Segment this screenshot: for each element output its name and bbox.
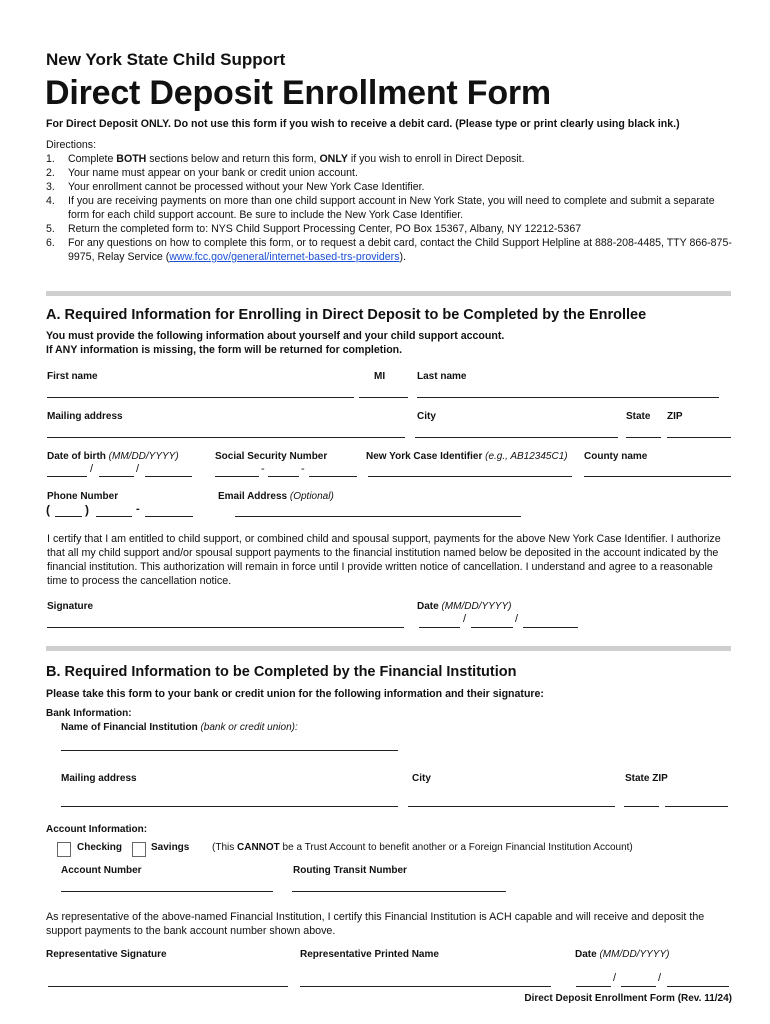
direction-item: 2. Your name must appear on your bank or credit union account.: [46, 167, 358, 179]
relay-service-link[interactable]: www.fcc.gov/general/internet-based-trs-providers: [169, 251, 400, 263]
last-name-label: Last name: [417, 371, 467, 382]
savings-label: Savings: [151, 842, 190, 853]
dob-label: Date of birth (MM/DD/YYYY): [47, 451, 179, 462]
account-info-label: Account Information:: [46, 824, 148, 835]
ssn-part3-field[interactable]: [309, 476, 357, 477]
account-number-label: Account Number: [61, 865, 142, 876]
last-name-field[interactable]: [417, 397, 719, 398]
phone-prefix-field[interactable]: [96, 516, 132, 517]
rep-name-field[interactable]: [300, 986, 551, 987]
phone-label: Phone Number: [47, 491, 119, 502]
county-label: County name: [584, 451, 648, 462]
fi-zip-field[interactable]: [665, 806, 728, 807]
signature-month-field[interactable]: [419, 627, 460, 628]
section-b-subtext: Please take this form to your bank or credit union for the following information and their signature:: [46, 688, 544, 700]
ssn-part2-field[interactable]: [268, 476, 299, 477]
direction-item: 6. For any questions on how to complete this form, or to request a debit card, contact the Child Support Helpline at 888-208-4485, TTY 866-875-9975, Relay Service (www.fcc.gov/general/internet-based-trs-providers).: [46, 237, 732, 263]
phone-line-field[interactable]: [145, 516, 193, 517]
ssn-part1-field[interactable]: [215, 476, 259, 477]
savings-checkbox[interactable]: [132, 842, 146, 857]
routing-number-field[interactable]: [292, 891, 506, 892]
fi-name-field[interactable]: [61, 750, 398, 751]
signature-label: Signature: [47, 601, 94, 612]
fi-city-label: City: [412, 773, 431, 784]
routing-number-label: Routing Transit Number: [293, 865, 407, 876]
dob-day-field[interactable]: [99, 476, 134, 477]
signature-year-field[interactable]: [523, 627, 578, 628]
fi-state-zip-label: State ZIP: [625, 773, 668, 784]
city-field[interactable]: [415, 437, 618, 438]
case-id-label: New York Case Identifier (e.g., AB12345C1): [366, 451, 568, 462]
state-field[interactable]: [626, 437, 661, 438]
dob-year-field[interactable]: [145, 476, 192, 477]
directions-heading: Directions:: [46, 139, 97, 151]
fi-mailing-address-label: Mailing address: [61, 773, 137, 784]
fi-state-field[interactable]: [624, 806, 659, 807]
direction-item: 1. Complete BOTH sections below and return this form, ONLY if you wish to enroll in Direct Deposit.: [46, 153, 525, 165]
checking-checkbox[interactable]: [57, 842, 71, 857]
form-revision-footer: Direct Deposit Enrollment Form (Rev. 11/24): [524, 993, 732, 1004]
form-instruction: For Direct Deposit ONLY. Do not use this form if you wish to receive a debit card. (Please type or print clearly using black ink.): [46, 118, 680, 130]
email-field[interactable]: [235, 516, 521, 517]
enrollee-certification-text: I certify that I am entitled to child support, or combined child and spousal support, payments for the above New York Case Identifier. I authorize that all my child support and/or spousal support payments to the financial institution named below be deposited in the account indicated by the financial institution. This authorization will remain in force until I provide written notice of cancellation. I understand and agree to a reasonable time to process the cancellation notice.: [47, 533, 721, 587]
section-b-heading: B. Required Information to be Completed by the Financial Institution: [46, 664, 517, 680]
rep-date-month-field[interactable]: [576, 986, 611, 987]
section-a-subtext: You must provide the following information about yourself and your child support account.: [46, 330, 505, 342]
section-a-heading: A. Required Information for Enrolling in Direct Deposit to be Completed by the Enrollee: [46, 307, 647, 323]
first-name-label: First name: [47, 371, 98, 382]
representative-certification-text: As representative of the above-named Financial Institution, I certify this Financial Institution is ACH capable and will receive and deposit the support payments to the bank account number shown above.: [46, 911, 705, 937]
fi-mailing-address-field[interactable]: [61, 806, 398, 807]
phone-area-code-field[interactable]: [55, 516, 82, 517]
rep-date-label: Date (MM/DD/YYYY): [575, 949, 670, 960]
county-field[interactable]: [584, 476, 731, 477]
checking-label: Checking: [77, 842, 123, 853]
mi-label: MI: [374, 371, 386, 382]
direction-item: 3. Your enrollment cannot be processed without your New York Case Identifier.: [46, 181, 425, 193]
rep-name-label: Representative Printed Name: [300, 949, 439, 960]
signature-day-field[interactable]: [471, 627, 513, 628]
enrollee-signature-field[interactable]: [47, 627, 404, 628]
ssn-label: Social Security Number: [215, 451, 328, 462]
account-type-note: (This CANNOT be a Trust Account to benefit another or a Foreign Financial Institution Account): [212, 842, 633, 853]
fi-city-field[interactable]: [408, 806, 615, 807]
mailing-address-label: Mailing address: [47, 411, 123, 422]
rep-date-day-field[interactable]: [621, 986, 656, 987]
email-label: Email Address (Optional): [218, 491, 334, 502]
state-label: State: [626, 411, 651, 422]
mailing-address-field[interactable]: [47, 437, 405, 438]
case-id-field[interactable]: [368, 476, 572, 477]
rep-signature-label: Representative Signature: [46, 949, 167, 960]
signature-date-label: Date (MM/DD/YYYY): [417, 601, 512, 612]
section-a-divider: [46, 291, 731, 296]
agency-name: New York State Child Support: [46, 50, 286, 69]
section-a-warning: If ANY information is missing, the form will be returned for completion.: [46, 344, 403, 356]
section-b-divider: [46, 646, 731, 651]
zip-label: ZIP: [667, 411, 683, 422]
page-title: Direct Deposit Enrollment Form: [45, 74, 551, 112]
mi-field[interactable]: [359, 397, 408, 398]
bank-info-label: Bank Information:: [46, 708, 132, 719]
rep-signature-field[interactable]: [48, 986, 288, 987]
city-label: City: [417, 411, 436, 422]
directions-list: [46, 152, 736, 264]
first-name-field[interactable]: [47, 397, 354, 398]
dob-month-field[interactable]: [47, 476, 87, 477]
zip-field[interactable]: [667, 437, 731, 438]
direction-item: 4. If you are receiving payments on more than one child support account in New York State, you will need to complete and submit a separate form for each child support account. Be sure to include the New York Case Identifier.: [46, 195, 715, 221]
fi-name-label: Name of Financial Institution (bank or credit union):: [61, 722, 298, 733]
rep-date-year-field[interactable]: [667, 986, 729, 987]
account-number-field[interactable]: [61, 891, 273, 892]
direction-item: 5. Return the completed form to: NYS Child Support Processing Center, PO Box 15367, Albany, NY 12212-5367: [46, 223, 582, 235]
